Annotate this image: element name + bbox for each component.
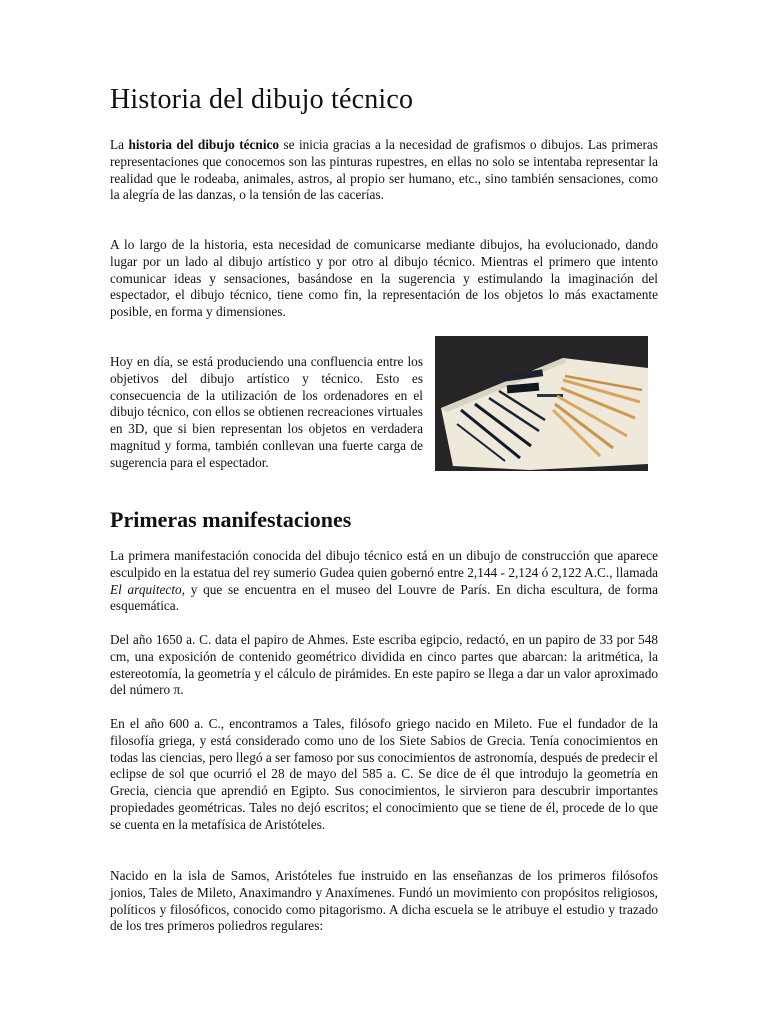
intro-rest: se inicia gracias a la necesidad de grafismos o dibujos. Las primeras representaciones que conocemos son las pinturas rupestres, en ellas no solo se intentaba representar la realidad que le rodeaba, animales, astros, al propio ser humano, etc., sino también sensaciones, como la alegría de las danzas, o la tensión de las cacerías. (110, 137, 658, 203)
intro-lead: La (110, 137, 129, 152)
intro-paragraph (110, 137, 658, 204)
gudea-lead: La primera manifestación conocida del dibujo técnico está en un dibujo de construcción que aparece esculpido en la estatua del rey sumerio Gudea quien gobernó entre 2,144 - 2,124 ó 2,122 A.C., llamada (110, 548, 658, 580)
architect-title: El arquitecto (110, 581, 182, 597)
gudea-rest: , y que se encuentra en el museo del Louvre de París. En dicha escultura, de forma esquemática. (110, 581, 658, 614)
today-paragraph: Hoy en día, se está produciendo una confluencia entre los objetivos del dibujo artístico y técnico. Esto es consecuencia de la utilización de los ordenadores en el dibujo técnico, con ellos se obtienen recreaciones virtuales en 3D, que si bien representan los objetos en verdadera magnitud y forma, también conllevan una fuerte carga de sugerencia para el espectador. (110, 354, 423, 470)
drawing-tools-photo (435, 336, 648, 471)
intro-bold-term: historia del dibujo técnico (128, 137, 280, 152)
drawing-tools-illustration (435, 336, 648, 471)
section-title: Primeras manifestaciones (110, 507, 352, 532)
thales-paragraph: En el año 600 a. C., encontramos a Tales, filósofo griego nacido en Mileto. Fue el fundador de la filosofía griega, y está considerado como uno de los Siete Sabios de Grecia. Tenía conocimientos en todas las ciencias, pero llegó a ser famoso por sus conocimientos de astronomía, después de predecir el eclipse de sol que ocurrió el 28 de mayo del 585 a. C. Se dice de él que introdujo la geometría en Grecia, ciencia que aprendió en Egipto. Sus conocimientos, le sirvieron para descubrir importantes propiedades geométricas. Tales no dejó escritos; el conocimiento que se tiene de él, procede de lo que se cuenta en la metafísica de Aristóteles. (110, 716, 658, 832)
history-paragraph: A lo largo de la historia, esta necesidad de comunicarse mediante dibujos, ha evolucionado, dando lugar por un lado al dibujo artístico y por otro al dibujo técnico. Mientras el primero que intento comunicar ideas y sensaciones, basándose en la sugerencia y estimulando la imaginación del espectador, el dibujo técnico, tiene como fin, la representación de los objetos lo más exactamente posible, en forma y dimensiones. (110, 237, 658, 320)
first-manifestation-paragraph (110, 548, 658, 615)
page-title: Historia del dibujo técnico (110, 84, 414, 115)
samos-paragraph: Nacido en la isla de Samos, Aristóteles fue instruido en las enseñanzas de los primeros filósofos jonios, Tales de Mileto, Anaximandro y Anaxímenes. Fundó un movimiento con propósitos religiosos, políticos y filosóficos, conocido como pitagorismo. A dicha escuela se le atribuye el estudio y trazado de los tres primeros poliedros regulares: (110, 868, 658, 934)
ahmes-paragraph: Del año 1650 a. C. data el papiro de Ahmes. Este escriba egipcio, redactó, en un papiro de 33 por 548 cm, una exposición de contenido geométrico dividida en cinco partes que abarcan: la aritmética, la estereotomía, la geometría y el cálculo de pirámides. En este papiro se llega a dar un valor aproximado del número π. (110, 632, 658, 698)
